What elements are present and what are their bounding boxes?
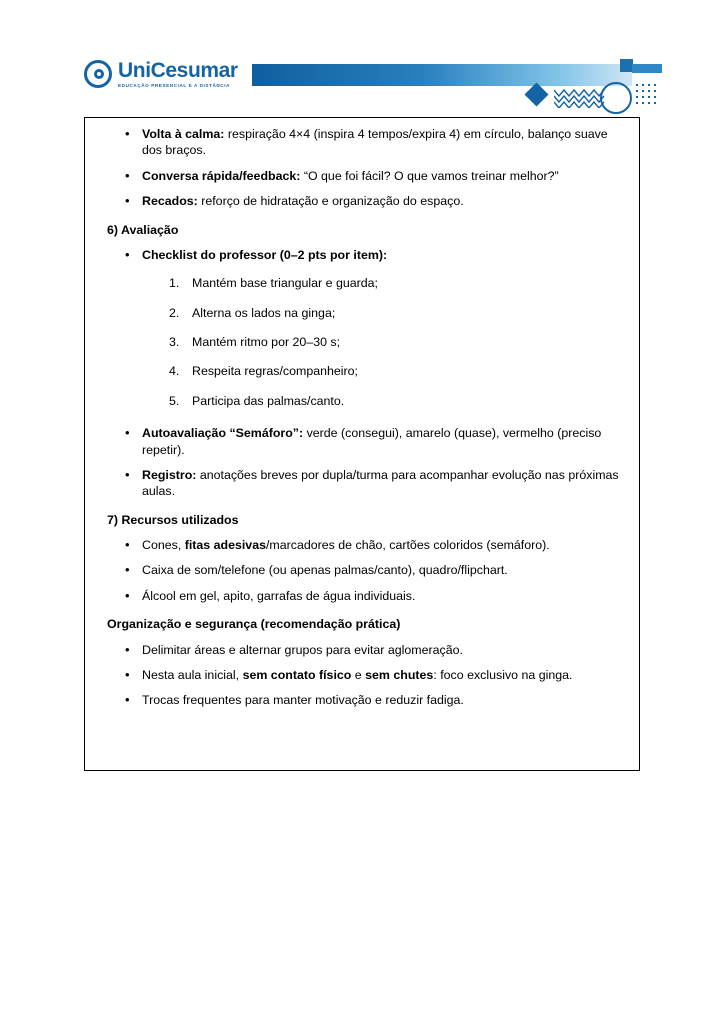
list-item: [99, 193, 625, 209]
diamond-icon: [524, 82, 548, 106]
bullet-list-checklist: [99, 247, 625, 263]
dot-grid-icon: [636, 84, 658, 106]
list-item: Respeita regras/companheiro;: [192, 364, 358, 379]
list-item: Participa das palmas/canto.: [192, 393, 345, 408]
list-item: [99, 168, 625, 184]
list-item-text: : foco exclusivo na ginga.: [433, 667, 573, 682]
list-item-text: Delimitar áreas e alternar grupos para evitar aglomeração.: [142, 642, 463, 657]
list-item-text: Trocas frequentes para manter motivação e reduzir fadiga.: [142, 693, 464, 708]
section-heading-recursos: 7) Recursos utilizados: [107, 512, 239, 527]
document-content-box: [84, 117, 640, 771]
circle-outline-icon: [600, 82, 632, 114]
document-header: [84, 56, 640, 112]
list-item-text: respiração 4×4 (inspira 4 tempos/expira 4) em círculo, balanço suave dos braços.: [142, 127, 608, 158]
section-heading-organizacao: Organização e segurança (recomendação prática): [107, 617, 401, 632]
list-item: [99, 667, 625, 683]
header-small-band: [632, 64, 662, 73]
list-item-lead: Recados:: [142, 194, 198, 209]
list-item-text: Álcool em gel, apito, garrafas de água individuais.: [142, 588, 416, 603]
list-item-lead: Conversa rápida/feedback:: [142, 168, 301, 183]
list-item-lead: Volta à calma:: [142, 127, 225, 141]
list-item: [99, 642, 625, 658]
logo-circle-icon: [84, 60, 112, 88]
list-item: [99, 247, 625, 263]
numbered-list-checklist: [99, 275, 625, 409]
list-item-lead-2: sem chutes: [365, 667, 434, 682]
brand-tagline: EDUCAÇÃO PRESENCIAL E A DISTÂNCIA: [118, 83, 231, 88]
list-item: [99, 537, 625, 553]
list-item-lead: Checklist do professor (0–2 pts por item):: [142, 247, 388, 262]
list-item-text: Caixa de som/telefone (ou apenas palmas/canto), quadro/flipchart.: [142, 563, 508, 578]
list-item: Mantém base triangular e guarda;: [192, 276, 378, 291]
list-item-text: reforço de hidratação e organização do espaço.: [197, 194, 464, 209]
list-item-pre: Cones,: [142, 538, 185, 552]
list-item: [99, 562, 625, 578]
list-item-lead: Autoavaliação “Semáforo”:: [142, 426, 304, 441]
list-item-lead: Registro:: [142, 467, 197, 482]
brand-name: UniCesumar: [118, 59, 238, 82]
list-item-mid: e: [351, 667, 366, 682]
list-item: [99, 588, 625, 604]
unicesumar-logo: [84, 60, 238, 89]
bullet-list-recursos: [99, 537, 625, 604]
list-item: [99, 467, 625, 500]
list-item-pre: Nesta aula inicial,: [142, 667, 243, 682]
logo-text: [118, 60, 238, 89]
list-item-text: anotações breves por dupla/turma para acompanhar evolução nas próximas aulas.: [142, 467, 619, 499]
list-item: Mantém ritmo por 20–30 s;: [192, 335, 341, 349]
list-item-text: /marcadores de chão, cartões coloridos (semáforo).: [265, 538, 550, 552]
bullet-list-organizacao: [99, 642, 625, 709]
section-heading-avaliacao: 6) Avaliação: [107, 222, 179, 237]
list-item-lead: sem contato físico: [242, 667, 352, 682]
list-item-text: “O que foi fácil? O que vamos treinar melhor?”: [300, 168, 559, 183]
list-item: Alterna os lados na ginga;: [192, 305, 336, 320]
list-item-lead: fitas adesivas: [184, 538, 266, 552]
header-gradient-band: [252, 64, 632, 86]
list-item-text: verde (consegui), amarelo (quase), vermelho (preciso repetir).: [142, 426, 602, 457]
list-item: [99, 425, 625, 458]
bullet-list-closing: [99, 126, 625, 210]
list-item: [99, 692, 625, 708]
list-item: [99, 126, 625, 159]
bullet-list-autoavaliacao: [99, 425, 625, 500]
